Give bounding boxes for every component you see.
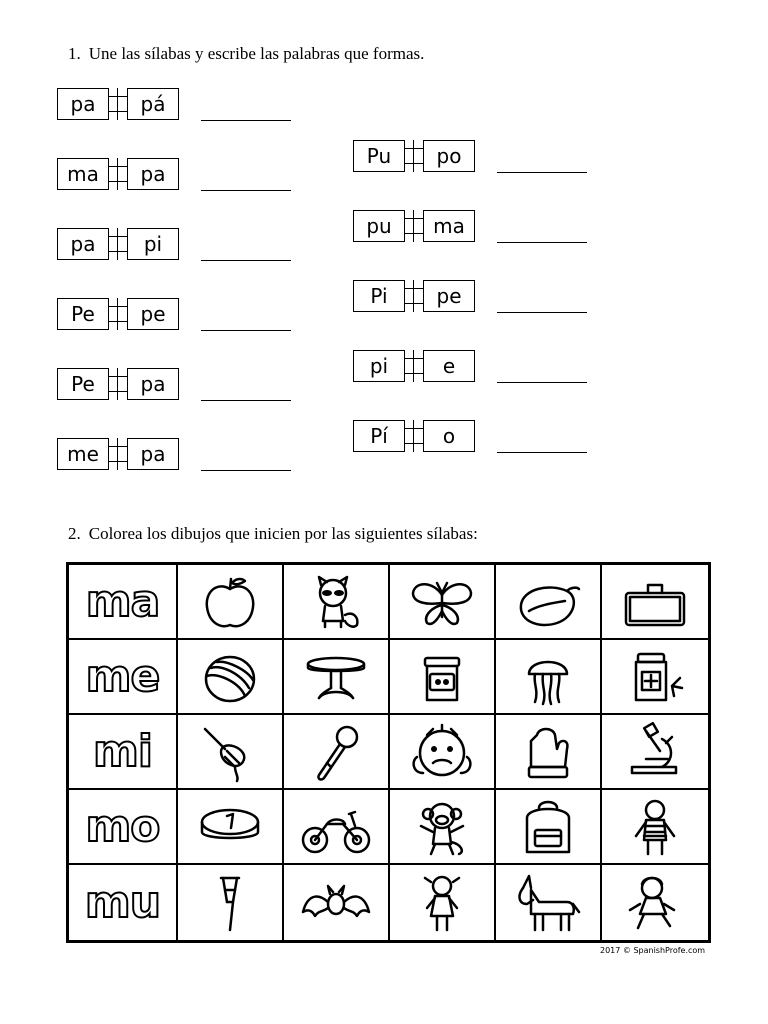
picture-cell[interactable]: [284, 565, 390, 640]
picture-cell[interactable]: [178, 640, 284, 715]
picture-cell[interactable]: [178, 715, 284, 790]
answer-line[interactable]: [201, 190, 291, 191]
answer-line[interactable]: [497, 382, 587, 383]
apple-icon: [191, 571, 269, 633]
instruction-2-number: 2.: [68, 524, 81, 543]
picture-cell[interactable]: [284, 640, 390, 715]
syllable-box-second: po: [423, 140, 475, 172]
jam-jar-icon: [403, 646, 481, 708]
syllable-box-first: Pu: [353, 140, 405, 172]
picture-cell[interactable]: [390, 790, 496, 865]
answer-line[interactable]: [497, 242, 587, 243]
picture-cell[interactable]: [602, 565, 708, 640]
picture-cell[interactable]: [178, 790, 284, 865]
mitten-icon: [509, 721, 587, 783]
syllable-connector: [109, 376, 127, 392]
picture-cell[interactable]: [602, 865, 708, 940]
coin-icon: [191, 796, 269, 858]
bat-icon: [297, 872, 375, 934]
motorcycle-icon: [297, 796, 375, 858]
mango-icon: [509, 571, 587, 633]
picture-cell[interactable]: [390, 865, 496, 940]
syllable-box-second: e: [423, 350, 475, 382]
girl-icon: [616, 872, 694, 934]
picture-cell[interactable]: [284, 865, 390, 940]
syllable-box-second: ma: [423, 210, 475, 242]
syllable-connector: [405, 358, 423, 374]
syllable-pair: [353, 350, 475, 382]
donkey-icon: [509, 872, 587, 934]
crutch-icon: [191, 872, 269, 934]
picture-cell[interactable]: [178, 865, 284, 940]
picture-cell[interactable]: [284, 715, 390, 790]
instruction-1-number: 1.: [68, 44, 81, 63]
syllable-box-first: Pe: [57, 368, 109, 400]
syllable-box-second: pá: [127, 88, 179, 120]
syllable-connector: [109, 446, 127, 462]
syllable-connector: [109, 166, 127, 182]
syllable-connector: [405, 428, 423, 444]
honey-dipper-icon: [191, 721, 269, 783]
answer-line[interactable]: [201, 330, 291, 331]
syllable-cell: [69, 565, 178, 640]
instruction-2: [68, 524, 478, 544]
microscope-icon: [616, 721, 694, 783]
syllable-pair: [353, 280, 475, 312]
picture-cell[interactable]: [496, 715, 602, 790]
syllable-box-first: pu: [353, 210, 405, 242]
syllable-label: mu: [84, 877, 161, 928]
picture-cell[interactable]: [496, 865, 602, 940]
picture-cell[interactable]: [602, 640, 708, 715]
raccoon-icon: [297, 571, 375, 633]
picture-cell[interactable]: [496, 790, 602, 865]
answer-line[interactable]: [201, 260, 291, 261]
syllable-pair: [57, 438, 179, 470]
picture-cell[interactable]: [496, 565, 602, 640]
syllable-connector: [109, 96, 127, 112]
answer-line[interactable]: [497, 312, 587, 313]
instruction-2-text: Colorea los dibujos que inicien por las siguientes sílabas:: [88, 524, 478, 543]
picture-cell[interactable]: [390, 640, 496, 715]
jellyfish-icon: [509, 646, 587, 708]
syllable-label: me: [85, 651, 160, 702]
syllable-pair: [57, 158, 179, 190]
picture-cell[interactable]: [390, 565, 496, 640]
answer-line[interactable]: [201, 400, 291, 401]
instruction-1-text: Une las sílabas y escribe las palabras que formas.: [88, 44, 425, 63]
syllable-connector: [405, 148, 423, 164]
syllable-cell: [69, 640, 178, 715]
picture-cell[interactable]: [178, 565, 284, 640]
syllable-cell: [69, 715, 178, 790]
syllable-box-first: Pi: [353, 280, 405, 312]
syllable-box-first: pi: [353, 350, 405, 382]
microphone-icon: [297, 721, 375, 783]
picture-cell[interactable]: [284, 790, 390, 865]
syllable-pair: [57, 88, 179, 120]
picture-cell[interactable]: [602, 715, 708, 790]
syllable-label: ma: [85, 576, 160, 627]
syllable-box-first: pa: [57, 88, 109, 120]
syllable-connector: [405, 218, 423, 234]
picture-cell[interactable]: [390, 715, 496, 790]
syllable-box-second: pa: [127, 438, 179, 470]
backpack-icon: [509, 796, 587, 858]
doll-icon: [403, 872, 481, 934]
picture-cell[interactable]: [602, 790, 708, 865]
syllable-box-first: Pí: [353, 420, 405, 452]
syllable-box-first: ma: [57, 158, 109, 190]
coloring-grid: [66, 562, 711, 943]
syllable-label: mo: [85, 801, 160, 852]
syllable-cell: [69, 790, 178, 865]
syllable-pair: [57, 368, 179, 400]
syllable-cell: [69, 865, 178, 940]
butterfly-icon: [403, 571, 481, 633]
answer-line[interactable]: [497, 172, 587, 173]
mummy-icon: [616, 796, 694, 858]
melon-icon: [191, 646, 269, 708]
syllable-box-second: pa: [127, 158, 179, 190]
syllable-box-second: o: [423, 420, 475, 452]
picture-cell[interactable]: [496, 640, 602, 715]
medicine-icon: [616, 646, 694, 708]
syllable-label: mi: [93, 726, 152, 777]
syllable-box-second: pe: [127, 298, 179, 330]
syllable-pair: [353, 420, 475, 452]
syllable-connector: [109, 306, 127, 322]
suitcase-icon: [616, 571, 694, 633]
syllable-pair: [57, 298, 179, 330]
syllable-pair: [353, 140, 475, 172]
syllable-connector: [405, 288, 423, 304]
syllable-box-first: Pe: [57, 298, 109, 330]
syllable-connector: [109, 236, 127, 252]
syllable-box-first: pa: [57, 228, 109, 260]
answer-line[interactable]: [497, 452, 587, 453]
credit-text: 2017 © SpanishProfe.com: [600, 946, 706, 955]
syllable-box-second: pe: [423, 280, 475, 312]
answer-line[interactable]: [201, 470, 291, 471]
syllable-pair: [57, 228, 179, 260]
table-icon: [297, 646, 375, 708]
syllable-box-second: pi: [127, 228, 179, 260]
syllable-box-second: pa: [127, 368, 179, 400]
syllable-box-first: me: [57, 438, 109, 470]
monkey-icon: [403, 796, 481, 858]
face-icon: [403, 721, 481, 783]
instruction-1: [68, 44, 424, 64]
syllable-pair: [353, 210, 475, 242]
answer-line[interactable]: [201, 120, 291, 121]
